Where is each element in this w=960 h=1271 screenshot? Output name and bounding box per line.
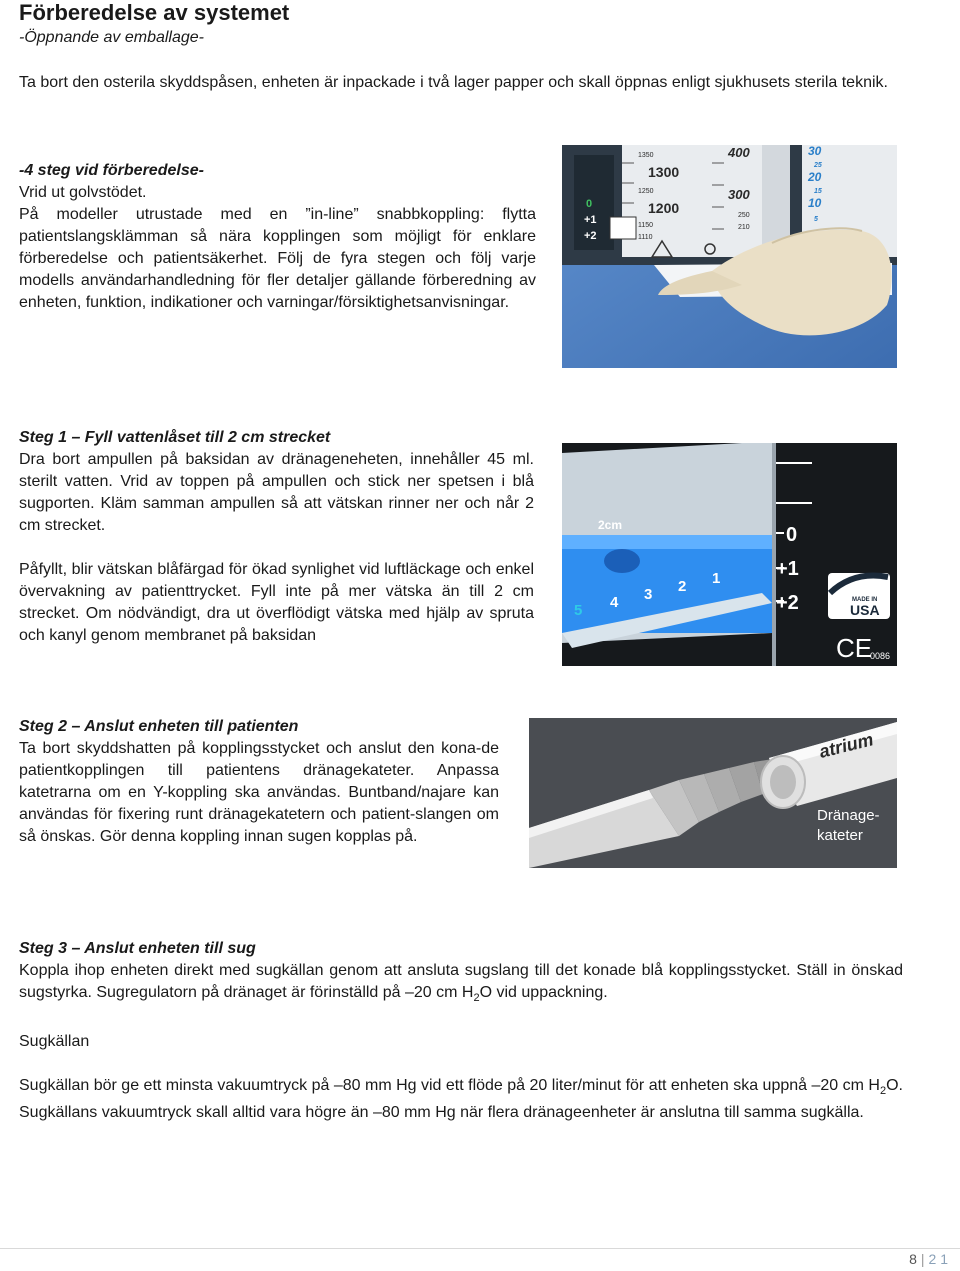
footer-divider xyxy=(0,1248,960,1249)
scale-far-1: 25 xyxy=(814,162,822,169)
step2-body: Ta bort skyddshatten på kopplingsstycket och anslut den kona-de patientkopplingen till patientens dränagekateter. Anpassa katetrarna om en Y-koppling ska användas. Buntband/najare kan användas för fixering runt dränagekatetern och patient-slangen om så önskas. Gör denna koppling innan sugen kopplas på. xyxy=(19,740,499,845)
scale-far-4: 10 xyxy=(808,196,822,210)
step3-body-a: Koppla ihop enheten direkt med sugkällan genom att ansluta sugslang till det konade blå kopplingsstycket. Ställ in önskad sugstyrka. Sugregulatorn på dränaget är förinställd på –20 cm H xyxy=(19,962,903,1001)
step3-section xyxy=(19,938,903,1124)
suction-paragraph xyxy=(19,1075,903,1124)
catheter-label-line1: Dränage- xyxy=(817,807,880,824)
ce-mark: CE xyxy=(836,633,873,663)
scale-far-5: 5 xyxy=(814,216,818,223)
page-total: 2 1 xyxy=(928,1251,948,1267)
step1-heading: Steg 1 – Fyll vattenlåset till 2 cm strecket xyxy=(19,429,331,446)
step3-heading: Steg 3 – Anslut enheten till sug xyxy=(19,940,256,957)
scale-mid-5: 1110 xyxy=(638,234,653,241)
water-scale-2: +2 xyxy=(776,592,799,614)
water-num-5: 5 xyxy=(574,602,583,619)
scale-far-2: 20 xyxy=(808,170,822,184)
scale-right-0: 400 xyxy=(728,145,750,160)
scale-left-1: +1 xyxy=(584,214,597,226)
step3-body-sub: 2 xyxy=(473,992,480,1005)
scale-mid-1: 1300 xyxy=(648,164,680,180)
sugkallan-title: Sugkällan xyxy=(19,1033,90,1051)
page-title: Förberedelse av systemet xyxy=(19,0,290,25)
scale-left-2: +2 xyxy=(584,230,597,242)
scale-right-1: 300 xyxy=(728,187,750,202)
page-number: 8 | 2 1 xyxy=(909,1251,948,1267)
suction-a: Sugkällan bör ge ett minsta vakuumtryck på –80 mm Hg vid ett flöde på 20 liter/minut för att enheten ska uppnå –20 cm H xyxy=(19,1077,880,1095)
water-seal-photo xyxy=(562,443,897,666)
step1-para2: Påfyllt, blir vätskan blåfärgad för ökad synlighet vid luftläckage och enkel övervakning av patienttrycket. Fyll inte på mer vätska än till 2 cm strecket. Om nödvändigt, dra ut överflödigt vätska med hjälp av spruta och kanyl genom membranet på baksidan xyxy=(19,561,534,644)
water-num-1: 1 xyxy=(712,570,721,587)
step2-section xyxy=(19,716,499,848)
scale-mid-4: 1150 xyxy=(638,222,654,229)
water-scale-0: 0 xyxy=(786,524,798,546)
scale-far-3: 15 xyxy=(814,188,822,195)
scale-far-0: 30 xyxy=(808,145,822,158)
water-num-4: 4 xyxy=(610,594,619,611)
water-scale-1: +1 xyxy=(776,558,799,580)
page-current: 8 xyxy=(909,1251,917,1267)
ce-code: 0086 xyxy=(870,651,891,661)
water-num-2: 2 xyxy=(678,578,687,595)
step3-body-b: O vid uppackning. xyxy=(479,984,608,1001)
prep-body: På modeller utrustade med en ”in-line” snabbkoppling: flytta patientslangsklämman så nära kopplingen som möjligt för enklare förberedelse och patientsäkerhet. Följ de fyra stegen och följ varje modells användarhandledning för fler detaljer gällande förberedning av enheten, funktion, indikationer och varningar/försiktighetsanvisningar. xyxy=(19,206,536,311)
scale-right-2: 250 xyxy=(738,212,750,219)
step1-section xyxy=(19,427,534,647)
scale-right-3: 210 xyxy=(738,224,750,231)
prep-line1: Vrid ut golvstödet. xyxy=(19,184,147,201)
water-num-3: 3 xyxy=(644,586,653,603)
page-subtitle: -Öppnande av emballage- xyxy=(19,29,205,46)
scale-mid-2: 1250 xyxy=(638,188,654,195)
cm-label: 2cm xyxy=(598,518,623,532)
step1-para1: Dra bort ampullen på baksidan av dränageneheten, innehåller 45 ml. sterilt vatten. Vrid av toppen på ampullen och stick ner spetsen i blå sugporten. Kläm samman ampullen så att vätskan rinner ner och når 2 cm strecket. xyxy=(19,451,534,534)
step2-heading: Steg 2 – Anslut enheten till patienten xyxy=(19,718,299,735)
intro-paragraph: Ta bort den osterila skyddspåsen, enheten är inpackade i två lager papper och skall öppnas enligt sjukhusets sterila teknik. xyxy=(19,74,888,91)
connector-illustration xyxy=(529,718,897,868)
suction-sub: 2 xyxy=(879,1085,887,1098)
prep-heading: -4 steg vid förberedelse- xyxy=(19,162,204,179)
brand-label: atrium xyxy=(817,729,876,762)
scale-left-0: 0 xyxy=(586,198,593,210)
scale-mid-0: 1350 xyxy=(638,152,654,159)
prep-section xyxy=(19,160,536,314)
catheter-label-line2: kateter xyxy=(817,827,863,844)
step3-body xyxy=(19,960,903,1009)
device-photo-hand xyxy=(562,145,897,368)
suction-b: O. Sugkällans vakuumtryck skall alltid vara högre än –80 mm Hg när flera dränageenheter är anslutna till samma sugkälla. xyxy=(19,1077,903,1122)
usa-label: USA xyxy=(850,602,880,618)
scale-mid-3: 1200 xyxy=(648,200,680,216)
made-in-label: MADE IN xyxy=(852,597,878,603)
